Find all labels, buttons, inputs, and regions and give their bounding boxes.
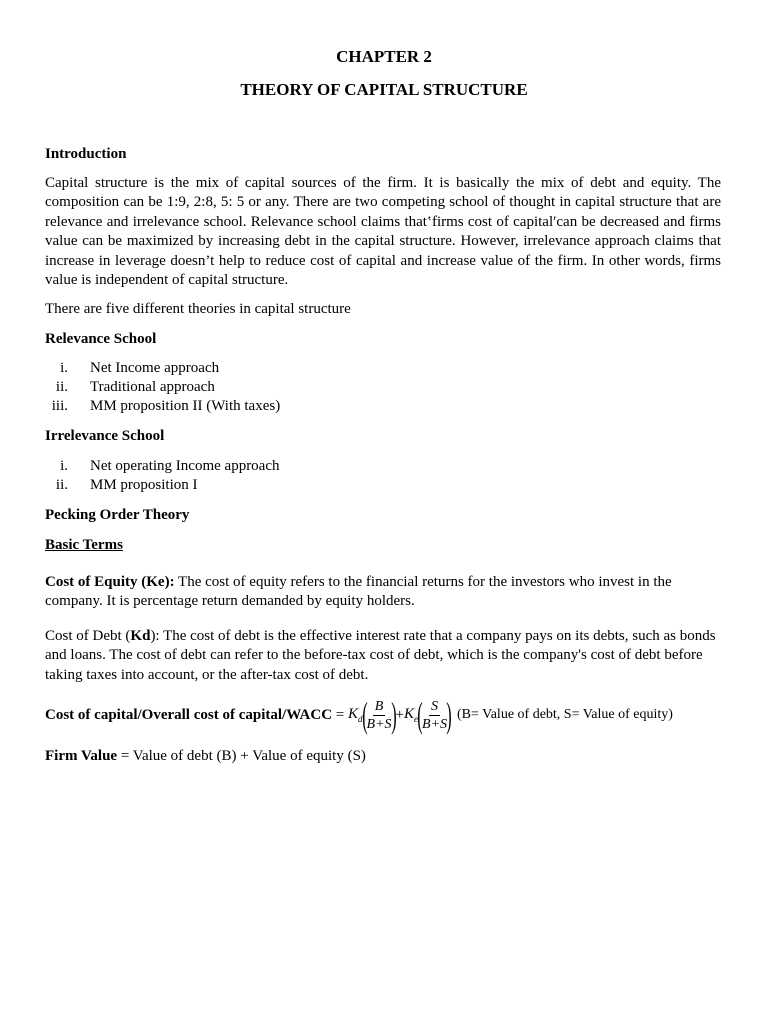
plus-sign: + (395, 706, 404, 723)
cost-of-debt-prefix: Cost of Debt ( (45, 628, 131, 644)
list-text: Net operating Income approach (90, 458, 280, 474)
kd-symbol: $K_d$ (348, 706, 363, 724)
left-paren: ( (417, 695, 423, 735)
list-number: i. (60, 458, 68, 474)
wacc-equals: = (332, 706, 349, 723)
debt-fraction (367, 698, 392, 733)
ke-subscript: e (414, 714, 419, 724)
chapter-number: CHAPTER 2 (336, 47, 432, 66)
cost-of-equity-text: The cost of equity refers to the financial returns for the investors who invest in the company. It is percentage return demanded by equity holders. (45, 574, 672, 610)
wacc-formula (45, 694, 673, 736)
fraction-denominator: B+S (366, 716, 392, 732)
basic-terms-heading: Basic Terms (45, 537, 123, 553)
introduction-heading: Introduction (45, 146, 127, 162)
relevance-school-heading: Relevance School (45, 331, 157, 347)
list-number: iii. (51, 398, 68, 414)
list-number: i. (60, 360, 68, 376)
list-text: Net Income approach (90, 360, 220, 376)
firm-value-line (45, 747, 721, 766)
list-number: ii. (55, 379, 68, 395)
firm-value-label: Firm Value (45, 748, 118, 764)
list-number: ii. (55, 477, 68, 493)
cost-of-equity-label: Cost of Equity (Ke): (45, 574, 175, 590)
fraction-numerator: B (374, 698, 384, 714)
fraction-denominator: B+S (422, 716, 448, 732)
irrelevance-school-heading: Irrelevance School (45, 428, 165, 444)
cost-of-debt-paragraph (45, 627, 721, 685)
kd-subscript: d (358, 714, 363, 724)
theories-count-line: There are five different theories in capital structure (45, 301, 351, 317)
introduction-paragraph: Capital structure is the mix of capital sources of the firm. It is basically the mix of debt and equity. The composition can be 1:9, 2:8, 5: 5 or any. There are two competing school of thought in capital structure that are relevance and irrelevance school. Relevance school claims that‛firms cost of capital′can be decreased and firms value can be maximized by increasing debt in the capital structure. However, irrelevance approach claims that increase in leverage doesn’t help to reduce cost of capital and increase value of the firm. In other words, firms value is independent of capital structure. (45, 175, 721, 289)
cost-of-equity-paragraph (45, 573, 721, 612)
cost-of-debt-text: ): The cost of debt is the effective interest rate that a company pays on its debts, such as bonds and loans. The cost of debt can refer to the before-tax cost of debt, which is the company's cost of debt before taking taxes into account, or the after-tax cost of debt. (45, 628, 716, 683)
list-text: MM proposition I (90, 477, 198, 493)
right-paren: ) (390, 695, 397, 735)
ke-symbol: $K_e$ (404, 706, 419, 724)
right-paren: ) (446, 695, 452, 735)
wacc-note: (B= Value of debt, S= Value of equity) (457, 707, 673, 722)
left-paren: ( (361, 695, 368, 735)
wacc-label: Cost of capital/Overall cost of capital/WACC (45, 706, 333, 723)
list-text: Traditional approach (90, 379, 215, 395)
chapter-title: THEORY OF CAPITAL STRUCTURE (240, 80, 528, 99)
equity-fraction (422, 698, 447, 733)
fraction-numerator: S (431, 698, 439, 714)
cost-of-debt-symbol: Kd (130, 628, 151, 644)
pecking-order-heading: Pecking Order Theory (45, 507, 190, 523)
list-text: MM proposition II (With taxes) (90, 398, 281, 414)
firm-value-text: = Value of debt (B) + Value of equity (S) (117, 748, 366, 764)
